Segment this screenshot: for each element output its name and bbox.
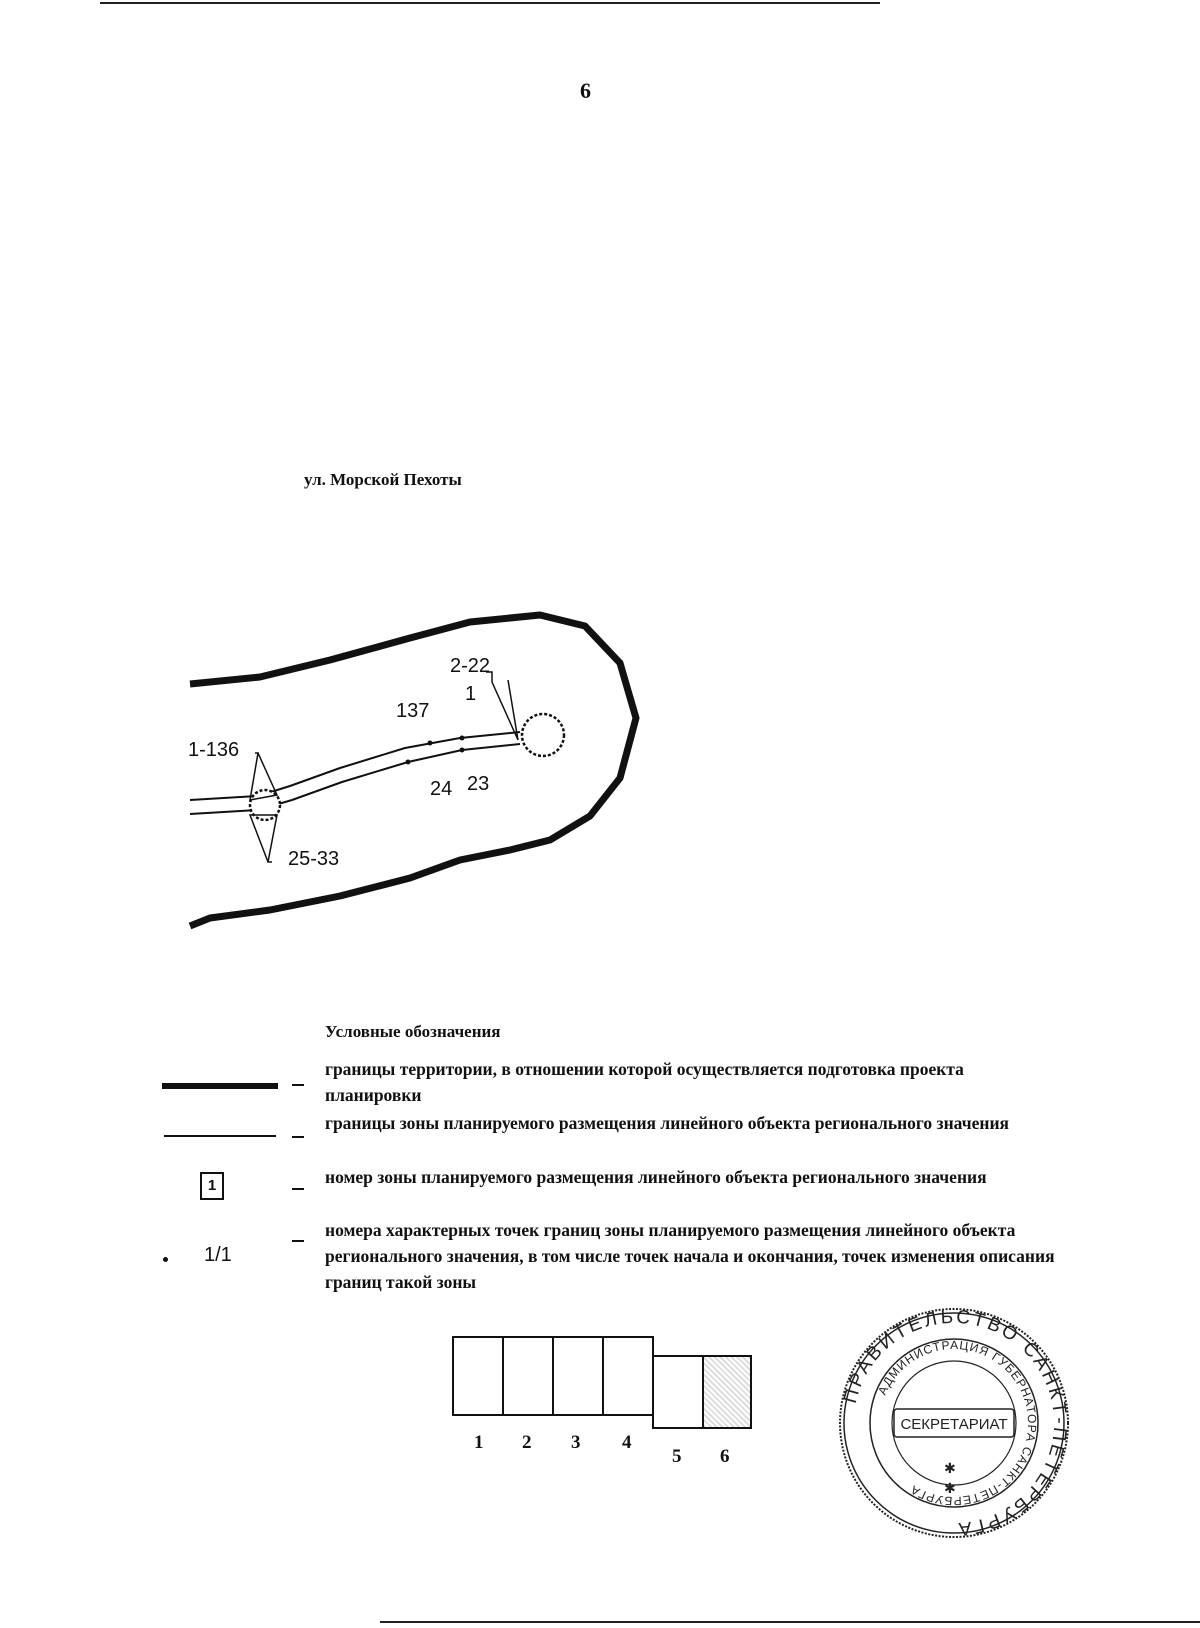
approval-number-4: 4 bbox=[622, 1432, 632, 1453]
stamp-star-icon: ✱ bbox=[944, 1481, 956, 1497]
legend-item-4: номера характерных точек границ зоны планируемого размещения линейного объекта регионального значения, в том числе точек начала и окончания, точек изменения описания границ такой зоны bbox=[325, 1220, 1055, 1292]
char-point bbox=[460, 748, 465, 753]
legend-item-2: границы зоны планируемого размещения линейного объекта регионального значения bbox=[325, 1113, 1009, 1133]
point-label-25-33: 25-33 bbox=[288, 848, 340, 870]
street-label: ул. Морской Пехоты bbox=[304, 470, 462, 489]
approval-box-2 bbox=[502, 1336, 554, 1416]
leader-2-22 bbox=[486, 672, 518, 740]
legend-dash bbox=[292, 1136, 304, 1138]
point-label-1-136: 1-136 bbox=[188, 739, 240, 761]
page-number: 6 bbox=[580, 78, 591, 103]
point-label-24: 24 bbox=[430, 778, 453, 800]
territory-boundary bbox=[190, 615, 636, 926]
planning-map bbox=[180, 600, 680, 930]
char-point bbox=[460, 736, 465, 741]
approval-number-6: 6 bbox=[720, 1446, 730, 1467]
bottom-rule bbox=[380, 1621, 1200, 1623]
stamp-star-icon: ✱ bbox=[944, 1461, 956, 1477]
approval-box-1 bbox=[452, 1336, 504, 1416]
legend-item-1: границы территории, в отношении которой осуществляется подготовка проекта планировки bbox=[325, 1059, 964, 1105]
legend-zone-number-symbol: 1 bbox=[200, 1172, 224, 1200]
char-point bbox=[428, 741, 433, 746]
approval-number-3: 3 bbox=[571, 1432, 581, 1453]
top-rule bbox=[100, 2, 880, 4]
approval-box-3 bbox=[552, 1336, 604, 1416]
stamp-outer-ring-text: ПРАВИТЕЛЬСТВО САНКТ-ПЕТЕРБУРГА bbox=[839, 1306, 1071, 1540]
legend-dash bbox=[292, 1240, 304, 1242]
legend-thin-line-symbol bbox=[164, 1135, 276, 1137]
legend-thick-line-symbol bbox=[162, 1083, 278, 1089]
legend-point-label: 1/1 bbox=[204, 1244, 232, 1266]
point-label-23: 23 bbox=[467, 773, 490, 795]
approval-box-5 bbox=[652, 1355, 704, 1429]
point-label-137: 137 bbox=[396, 700, 430, 722]
approval-number-2: 2 bbox=[522, 1432, 532, 1453]
legend-item-3: номер зоны планируемого размещения линейного объекта регионального значения bbox=[325, 1167, 987, 1187]
stamp-inner-ring-text: АДМИНИСТРАЦИЯ ГУБЕРНАТОРА САНКТ-ПЕТЕРБУРГА bbox=[875, 1337, 1040, 1509]
approval-number-1: 1 bbox=[474, 1432, 484, 1453]
legend-title: Условные обозначения bbox=[325, 1022, 501, 1041]
approval-number-5: 5 bbox=[672, 1446, 682, 1467]
legend-point-symbol bbox=[163, 1257, 168, 1262]
approval-box-4 bbox=[602, 1336, 654, 1416]
legend-dash bbox=[292, 1084, 304, 1086]
stamp-center-text: СЕКРЕТАРИАТ bbox=[900, 1416, 1008, 1433]
zone-end-circle-east bbox=[522, 714, 564, 756]
approval-box-6 bbox=[702, 1355, 752, 1429]
char-point bbox=[406, 760, 411, 765]
point-label-2-22: 2-22 bbox=[450, 655, 491, 677]
point-label-1: 1 bbox=[465, 683, 477, 705]
legend-dash bbox=[292, 1188, 304, 1190]
official-stamp bbox=[836, 1305, 1072, 1541]
leader-25-33 bbox=[250, 815, 277, 862]
